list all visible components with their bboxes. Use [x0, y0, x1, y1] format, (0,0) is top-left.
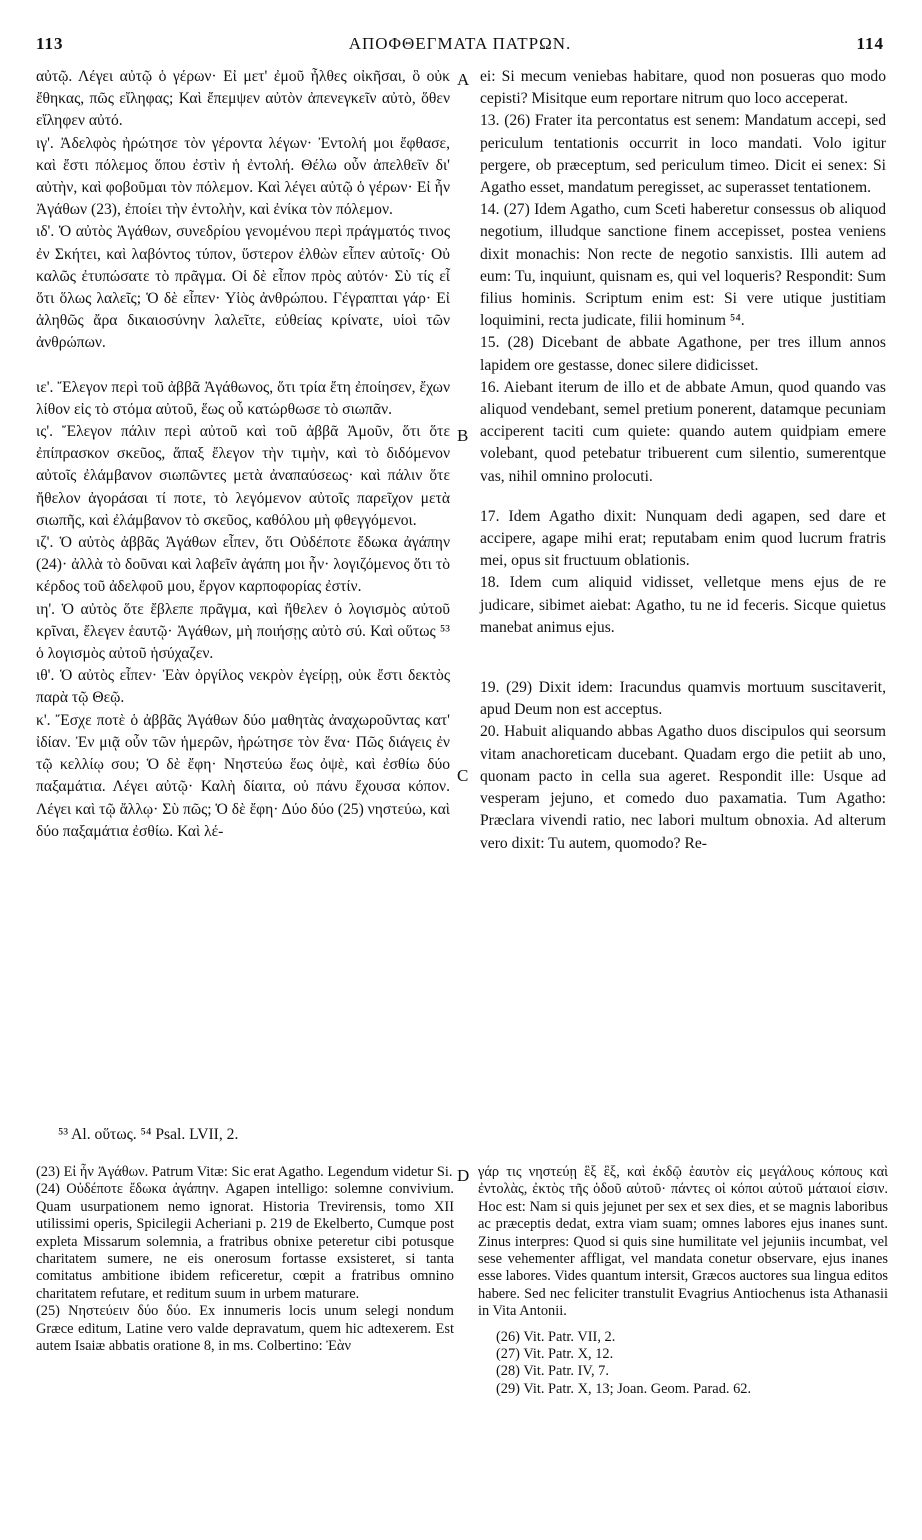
reference-item: (26) Vit. Patr. VII, 2.: [496, 1328, 616, 1345]
margin-letter-c: C: [457, 766, 469, 785]
latin-paragraph: 19. (29) Dixit idem: Iracundus quamvis mortuum suscitaverit, apud Deum non est acceptus.: [480, 679, 886, 719]
margin-letter-d: D: [457, 1166, 470, 1185]
note-paragraph: γάρ τις νηστεύῃ ἓξ ἓξ, καὶ ἐκδῷ ἑαυτὸν εἰς μεγάλους κόπους καὶ ἐντολὰς, ἐκτὸς τῆς ὁδοῦ αὐτοῦ· πάντες οἱ κόποι αὐτοῦ μάταιοί εἰσιν. Hoc est: Nam si quis jejunet per sex et sex dies, et se magnis laboribus ac præceptis dedat, extra viam suam; omnes labores ejus inanes sunt. Zinus interpres: Quod si quis sine humilitate vel jejuniis incumbat, vel sese vehementer affligat, vel mandata conetur observare, ejus inanes esse labores. Vides quantum intersit, Græcos auctores sua lingua editos habere. Sed nec feliciter transtulit Evagrius Antiochenus ista Athanasii in Vita Antonii.: [478, 1164, 888, 1320]
greek-paragraph: αὐτῷ. Λέγει αὐτῷ ὁ γέρων· Εἰ μετ' ἐμοῦ ἦλθες οἰκῆσαι, ὃ οὐκ ἔθηκας, πῶς εἴληφας; Καὶ ἔπεμψεν αὐτὸν ἀπενεγκεῖν αὐτὸ, ὅθεν εἴληφεν αὐτό.: [36, 68, 450, 130]
latin-paragraph: ei: Si mecum veniebas habitare, quod non posueras quo modo cepisti? Misitque eum reportare nitrum quo loco acceperat.: [480, 68, 886, 108]
note-paragraph: (25) Νηστεύειν δύο δύο. Ex innumeris locis unum selegi nondum Græce editum, Latine vero valde depravatum, quem hic adtexerem. Est autem Isaiæ abbatis oratione 8, in ms. Colbertino: Ἐὰν: [36, 1303, 454, 1355]
latin-paragraph: 14. (27) Idem Agatho, cum Sceti haberetur consessus ob aliquod negotium, illudque sanctione finem accepisset, postea veniens dixit monachis: Non recte de negotio sanxistis. Illi autem ad eum: Tu, inquiunt, quisnam es, qui vel loqueris? Respondit: Sum filius hominis. Scriptum enim est: Si vere utique justitiam loquimini, recta judicate, filii hominum ⁵⁴.: [480, 201, 886, 330]
greek-paragraph: ιθ'. Ὁ αὐτὸς εἶπεν· Ἐὰν ὀργίλος νεκρὸν ἐγείρῃ, οὐκ ἔστι δεκτὸς παρὰ τῷ Θεῷ.: [36, 667, 450, 707]
notes-left-column: [36, 1164, 454, 1355]
reference-item: (28) Vit. Patr. IV, 7.: [496, 1363, 609, 1380]
running-title: ΑΠΟΦΘΕΓΜΑΤΑ ΠΑΤΡΩΝ.: [348, 34, 572, 53]
greek-paragraph: ις'. Ἔλεγον πάλιν περὶ αὐτοῦ καὶ τοῦ ἀββᾶ Ἀμοῦν, ὅτι ὅτε ἐπίπρασκον σκεῦος, ἅπαξ ἔλεγον τὴν τιμὴν, καὶ τὸ διδόμενον αὐτοῖς ἐλάμβανον σιωπῶντες μετὰ ἀναπαύσεως· καὶ πάλιν ὅτε ἤθελον ἀγοράσαι τί ποτε, τὸ λεγόμενον αὐτοῖς παρεῖχον μετὰ σιωπῆς, καὶ ἐλάμβανον τὸ σκεῦος, καθόλου μὴ φθεγγόμενοι.: [36, 423, 450, 529]
note-paragraph: (23) Εἰ ἦν Ἀγάθων. Patrum Vitæ: Sic erat Agatho. Legendum videtur Si.: [36, 1164, 453, 1180]
running-header: [36, 34, 884, 56]
page-number-right: 114: [856, 34, 884, 53]
reference-list: [478, 1329, 888, 1399]
latin-paragraph: 18. Idem cum aliquid vidisset, velletque mens ejus de re judicare, sibimet aiebat: Agatho, tu ne id feceris. Sicque quietus manebat animus ejus.: [480, 574, 886, 636]
reference-item: (27) Vit. Patr. X, 12.: [496, 1346, 614, 1363]
latin-paragraph: 13. (26) Frater ita percontatus est senem: Mandatum accepi, sed periculum tentationis occurrit in loco mandati. Volo igitur pergere, ob præceptum, sed periculum timeo. Dicit ei senex: Si Agatho esset, mandatum peregisset, ac superasset tentationem.: [480, 112, 886, 197]
note-paragraph: (24) Οὐδέποτε ἔδωκα ἀγάπην. Agapen intelligo: solemne convivium. Quam usurpationem nemo ignorat. Historia Trevirensis, tomo XII utilissimi operis, Spicilegii Acheriani p. 219 de Ekelberto, Cumque post expleta Missarum solemnia, a fratribus obnixe peteretur cibi potusque charitatem sumere, ne eis onerosum fortasse exsisteret, si tanta comitatus ambitione ibidem reficeretur, cœpit a fratribus omnino charitatem refutare, et reditum suum in urbem maturare.: [36, 1181, 454, 1302]
notes-right-column: [478, 1164, 888, 1398]
latin-paragraph: 17. Idem Agatho dixit: Nunquam dedi agapen, sed dare et accipere, agape mihi erat; reputabam enim quod lucrum fratris mei, opus sit fructuum oblationis.: [480, 507, 886, 570]
greek-paragraph: κ'. Ἔσχε ποτὲ ὁ ἀββᾶς Ἀγάθων δύο μαθητὰς ἀναχωροῦντας κατ' ἰδίαν. Ἐν μιᾷ οὖν τῶν ἡμερῶν, ἠρώτησε τὸν ἕνα· Πῶς διάγεις ἐν τῷ κελλίῳ σου; Ὁ δὲ ἔφη· Νηστεύω ἕως ὀψὲ, καὶ ἐσθίω δύο παξαμάτια. Λέγει αὐτῷ· Καλὴ δίαιτα, οὐ πάνυ ἔχουσα κόπον. Λέγει καὶ τῷ ἄλλῳ· Σὺ πῶς; Ὁ δὲ ἔφη· Δύο δύο (25) νηστεύω, καὶ δύο παξαμάτια ἐσθίω. Καὶ λέ-: [36, 711, 450, 840]
latin-column: [480, 66, 886, 855]
reference-item: (29) Vit. Patr. X, 13; Joan. Geom. Parad. 62.: [496, 1380, 752, 1397]
latin-paragraph: 16. Aiebant iterum de illo et de abbate Amun, quod quando vas aliquod vendebant, semel pretium ponerent, datamque pecuniam acciperent taciti cum quiete: quando autem quidpiam emere volebant, quod petebatur tribuerent cum silentio, sumerentque vas, nihil omnino prolocuti.: [480, 378, 886, 485]
latin-paragraph: 15. (28) Dicebant de abbate Agathone, per tres illum annos lapidem ore gestasse, donec silere didicisset.: [480, 334, 886, 374]
greek-paragraph: ιη'. Ὁ αὐτὸς ὅτε ἔβλεπε πρᾶγμα, καὶ ἤθελεν ὁ λογισμὸς αὐτοῦ κρῖναι, ἔλεγεν ἑαυτῷ· Ἀγάθων, μὴ ποιήσῃς αὐτὸ σύ. Καὶ οὕτως ⁵³ ὁ λογισμὸς αὐτοῦ ἡσύχαζεν.: [36, 600, 450, 663]
greek-paragraph: ιζ'. Ὁ αὐτὸς ἀββᾶς Ἀγάθων εἶπεν, ὅτι Οὐδέποτε ἔδωκα ἀγάπην (24)· ἀλλὰ τὸ δοῦναι καὶ λαβεῖν ἀγάπη μοι ἦν· λογιζόμενος ὅτι τὸ κέρδος τοῦ ἀδελφοῦ μου, ἔργον καρποφορίας ἐστίν.: [36, 534, 450, 596]
page-number-left: 113: [36, 34, 64, 53]
margin-letter-a: A: [457, 70, 470, 89]
margin-letter-b: B: [457, 426, 469, 445]
text-footnotes: ⁵³ Al. οὕτως. ⁵⁴ Psal. LVII, 2.: [58, 1126, 239, 1143]
latin-paragraph: 20. Habuit aliquando abbas Agatho duos discipulos qui seorsum vitam anachoreticam ducebant. Quadam ergo die petiit ab uno, quonam pacto in cella sua ageret. Respondit ille: Usque ad vesperam jejuno, et comedo duo paxamatia. Tum Agatho: Præclara vivendi ratio, nec labori multum obnoxia. Ad alterum vero dixit: Tu autem, quomodo? Re-: [480, 723, 886, 852]
greek-paragraph: ιε'. Ἔλεγον περὶ τοῦ ἀββᾶ Ἀγάθωνος, ὅτι τρία ἔτη ἐποίησεν, ἔχων λίθον εἰς τὸ στόμα αὐτοῦ, ἕως οὗ κατώρθωσε τὸ σιωπᾶν.: [36, 378, 450, 418]
greek-paragraph: ιδ'. Ὁ αὐτὸς Ἀγάθων, συνεδρίου γενομένου περὶ πράγματός τινος ἐν Σκήτει, καὶ λαβόντος τύπον, ὕστερον ἐλθὼν εἶπεν αὐτοῖς· Οὐ καλῶς ἐτυπώσατε τὸ πρᾶγμα. Οἱ δὲ εἶπον πρὸς αὐτόν· Σὺ τίς εἶ ὅτι ὅλως λαλεῖς; Ὁ δὲ εἶπεν· Υἱὸς ἀνθρώπου. Γέγραπται γάρ· Εἰ ἀληθῶς ἄρα δικαιοσύνην λαλεῖτε, εὐθείας κρίνατε, υἱοὶ τῶν ἀνθρώπων.: [36, 223, 450, 352]
greek-paragraph: ιγ'. Ἀδελφὸς ἠρώτησε τὸν γέροντα λέγων· Ἐντολή μοι ἔφθασε, καὶ ἔστι πόλεμος ὅπου ἐστὶν ἡ ἐντολή. Θέλω οὖν ἀπελθεῖν δι' αὐτὴν, καὶ φοβοῦμαι τὸν πόλεμον. Καὶ λέγει αὐτῷ ὁ γέρων· Εἰ ἦν Ἀγάθων (23), ἐποίει τὴν ἐντολὴν, καὶ ἐνίκα τὸν πόλεμον.: [36, 134, 450, 219]
greek-column: [36, 66, 450, 843]
